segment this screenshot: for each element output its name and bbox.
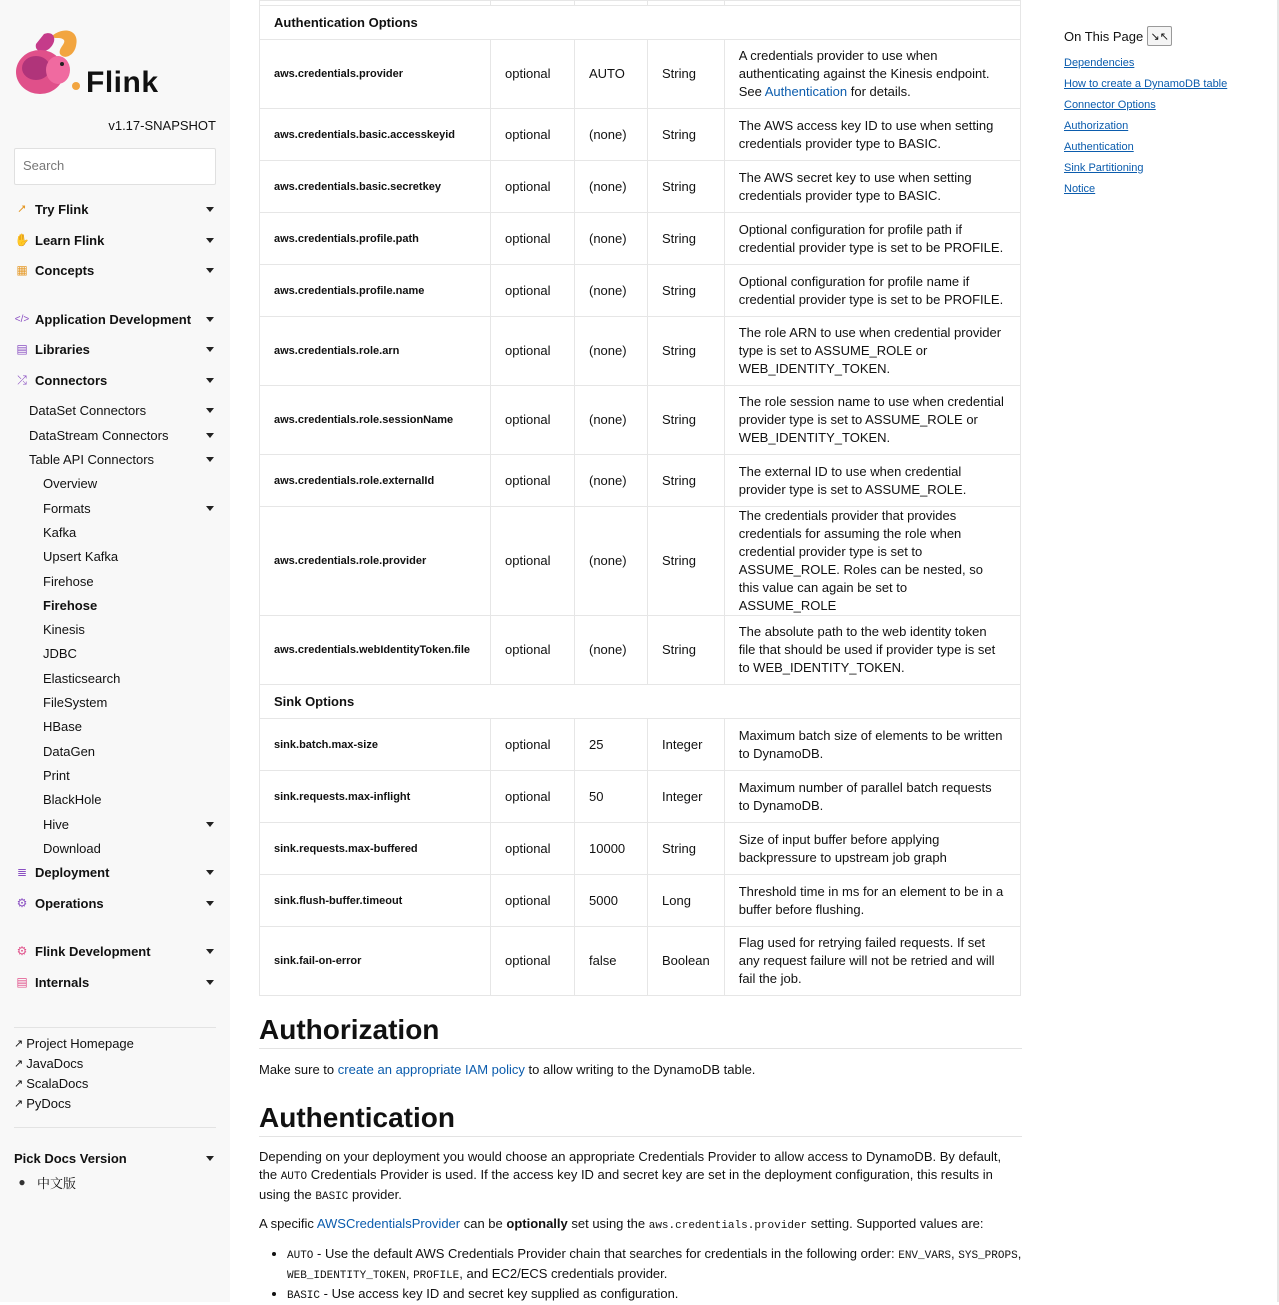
external-link-icon: ↗ <box>14 1098 24 1110</box>
chevron-down-icon <box>206 347 214 352</box>
option-default: 50 <box>575 771 648 823</box>
option-default: (none) <box>575 386 648 455</box>
table-row <box>260 927 1021 996</box>
option-description: The credentials provider that provides credentials for assuming the role when credential provider type is set to ASSUME_ROLE. Roles can be nested, so this value can again be set to ASSUME_ROLE <box>724 507 1020 616</box>
nav-firehose-active[interactable]: Firehose <box>43 597 98 613</box>
option-required: optional <box>491 317 575 386</box>
chevron-down-icon <box>206 949 214 954</box>
option-required: optional <box>491 40 575 109</box>
nav-formats[interactable]: Formats <box>43 499 216 517</box>
table-row <box>260 109 1021 161</box>
option-type: String <box>648 616 725 685</box>
nav-operations[interactable]: ⚙ Operations <box>14 893 216 913</box>
chevron-down-icon <box>206 457 214 462</box>
option-description: A credentials provider to use when authenticating against the Kinesis endpoint. See Authentication for details. <box>724 40 1020 109</box>
option-key: sink.batch.max-size <box>260 719 491 771</box>
table-row <box>260 455 1021 507</box>
option-key: aws.credentials.role.sessionName <box>260 386 491 455</box>
nav-hive[interactable]: Hive <box>43 815 216 833</box>
external-link-icon: ↗ <box>14 1038 24 1050</box>
section-heading: Sink Options <box>260 685 1021 719</box>
hand-icon: ✋ <box>14 233 30 247</box>
option-type: Integer <box>648 719 725 771</box>
option-description: The AWS access key ID to use when setting credentials provider type to BASIC. <box>724 109 1020 161</box>
toc-link-authentication[interactable]: Authentication <box>1064 141 1134 153</box>
option-type: String <box>648 823 725 875</box>
nav-try-flink[interactable]: ⭧ Try Flink <box>14 199 216 219</box>
nav-download[interactable]: Download <box>43 840 101 856</box>
section-row-auth <box>260 6 1021 40</box>
table-row <box>260 213 1021 265</box>
collapse-toc-button[interactable] <box>1147 26 1172 46</box>
option-type: Boolean <box>648 927 725 996</box>
supported-values-list <box>259 1245 1022 1305</box>
table-row <box>260 161 1021 213</box>
toc-link-notice[interactable]: Notice <box>1064 183 1096 195</box>
option-type: String <box>648 317 725 386</box>
option-default: (none) <box>575 265 648 317</box>
option-default: false <box>575 927 648 996</box>
link-scaladocs[interactable]: ↗ ScalaDocs <box>14 1076 89 1091</box>
language-switch[interactable]: ● 中文版 <box>14 1172 216 1192</box>
toc-link-create-table[interactable]: How to create a DynamoDB table <box>1064 78 1228 90</box>
option-description: The role session name to use when credential provider type is set to ASSUME_ROLE or WEB_IDENTITY_TOKEN. <box>724 386 1020 455</box>
option-type: String <box>648 507 725 616</box>
option-required: optional <box>491 616 575 685</box>
toc-link-connector-options[interactable]: Connector Options <box>1064 99 1156 111</box>
option-type: String <box>648 455 725 507</box>
option-description: The absolute path to the web identity token file that should be used if provider type is set to WEB_IDENTITY_TOKEN. <box>724 616 1020 685</box>
authentication-link[interactable]: Authentication <box>764 84 848 99</box>
nav-datagen[interactable]: DataGen <box>43 743 96 759</box>
sidebar-divider <box>14 1127 216 1128</box>
option-key: aws.credentials.profile.name <box>260 265 491 317</box>
option-description: Optional configuration for profile path if credential provider type is set to be PROFILE. <box>724 213 1020 265</box>
option-key: aws.credentials.role.provider <box>260 507 491 616</box>
nav-application-development[interactable]: </> Application Development <box>14 309 216 329</box>
squirrel-icon <box>14 26 94 98</box>
option-type: String <box>648 386 725 455</box>
option-default: (none) <box>575 507 648 616</box>
cogs-icon: ⚙ <box>16 896 28 910</box>
option-default: 5000 <box>575 875 648 927</box>
list-item: • BASIC - Use access key ID and secret key supplied as configuration. <box>287 1285 1022 1305</box>
chevron-down-icon <box>206 378 214 383</box>
option-required: optional <box>491 455 575 507</box>
rocket-icon: ⭧ <box>18 201 26 216</box>
option-description: The AWS secret key to use when setting credentials provider type to BASIC. <box>724 161 1020 213</box>
chevron-down-icon <box>206 238 214 243</box>
option-default: 10000 <box>575 823 648 875</box>
option-type: String <box>648 213 725 265</box>
option-type: String <box>648 109 725 161</box>
authentication-paragraph: Depending on your deployment you would choose an appropriate Credentials Provider to allow access to DynamoDB. By default, the AUTO Credentials Provider is used. If the access key ID and secret key are set in the deployment configuration, this results in using the BASIC provider. <box>259 1149 1002 1203</box>
option-description: Optional configuration for profile name if credential provider type is set to be PROFILE. <box>724 265 1020 317</box>
code-icon: </> <box>14 313 30 325</box>
table-row <box>260 616 1021 685</box>
option-default: (none) <box>575 455 648 507</box>
option-default: (none) <box>575 616 648 685</box>
nav-upsert-kafka[interactable]: Upsert Kafka <box>43 548 119 564</box>
chevron-down-icon <box>206 207 214 212</box>
table-row <box>260 875 1021 927</box>
option-required: optional <box>491 507 575 616</box>
nav-connectors[interactable]: ⤮ Connectors <box>14 370 216 390</box>
nav-filesystem[interactable]: FileSystem <box>43 694 108 710</box>
option-type: String <box>648 40 725 109</box>
book-icon: ▤ <box>16 342 28 356</box>
authorization-heading: Authorization <box>259 1014 1022 1049</box>
option-key: sink.fail-on-error <box>260 927 491 996</box>
nav-concepts[interactable]: ▦ Concepts <box>14 260 216 280</box>
pick-docs-version[interactable]: Pick Docs Version <box>14 1148 216 1168</box>
option-description: Maximum number of parallel batch requests to DynamoDB. <box>724 771 1020 823</box>
toc-link-sink-partitioning[interactable]: Sink Partitioning <box>1064 162 1144 174</box>
option-key: aws.credentials.profile.path <box>260 213 491 265</box>
chevron-down-icon <box>206 980 214 985</box>
link-pydocs[interactable]: ↗ PyDocs <box>14 1096 72 1111</box>
section-heading: Authentication Options <box>260 6 1021 40</box>
book-icon: ▤ <box>16 975 28 989</box>
sidebar-divider <box>14 1027 216 1028</box>
iam-policy-link[interactable]: create an appropriate IAM policy <box>337 1062 525 1077</box>
nav-flink-development[interactable]: ⚙ Flink Development <box>14 941 216 961</box>
connector-options-table <box>259 0 1021 996</box>
option-description: The role ARN to use when credential provider type is set to ASSUME_ROLE or WEB_IDENTITY_TOKEN. <box>724 317 1020 386</box>
provider-paragraph: A specific AWSCredentialsProvider can be optionally set using the aws.credentials.provider setting. Supported values are: <box>259 1216 984 1232</box>
shuffle-icon: ⤮ <box>17 372 27 387</box>
aws-credentials-provider-link[interactable]: AWSCredentialsProvider <box>316 1216 461 1231</box>
chevron-down-icon <box>206 433 214 438</box>
option-key: aws.credentials.basic.secretkey <box>260 161 491 213</box>
table-row <box>260 317 1021 386</box>
option-description: Maximum batch size of elements to be written to DynamoDB. <box>724 719 1020 771</box>
option-required: optional <box>491 213 575 265</box>
option-type: Long <box>648 875 725 927</box>
option-type: String <box>648 265 725 317</box>
nav-print[interactable]: Print <box>43 767 70 783</box>
option-description: Size of input buffer before applying backpressure to upstream job graph <box>724 823 1020 875</box>
option-key: aws.credentials.role.externalId <box>260 455 491 507</box>
option-key: aws.credentials.role.arn <box>260 317 491 386</box>
option-default: 25 <box>575 719 648 771</box>
nav-hbase[interactable]: HBase <box>43 718 83 734</box>
map-icon: ▦ <box>16 263 28 277</box>
option-required: optional <box>491 386 575 455</box>
option-required: optional <box>491 719 575 771</box>
nav-libraries[interactable]: ▤ Libraries <box>14 339 216 359</box>
table-row <box>260 265 1021 317</box>
list-item: • AUTO - Use the default AWS Credentials Provider chain that searches for credentials in the following order: ENV_VARS, SYS_PROPS, WEB_IDENTITY_TOKEN, PROFILE, and EC2/ECS credentials provider. <box>287 1245 1022 1285</box>
nav-learn-flink[interactable]: ✋ Learn Flink <box>14 230 216 250</box>
nav-elasticsearch[interactable]: Elasticsearch <box>43 670 121 686</box>
option-required: optional <box>491 927 575 996</box>
external-link-icon: ↗ <box>14 1078 24 1090</box>
external-link-icon: ↗ <box>14 1058 24 1070</box>
toc-link-dependencies[interactable]: Dependencies <box>1064 57 1135 69</box>
nav-kafka[interactable]: Kafka <box>43 524 77 540</box>
option-key: aws.credentials.webIdentityToken.file <box>260 616 491 685</box>
table-row <box>260 386 1021 455</box>
option-required: optional <box>491 265 575 317</box>
option-default: (none) <box>575 317 648 386</box>
option-type: Integer <box>648 771 725 823</box>
option-type: String <box>648 161 725 213</box>
chevron-down-icon <box>206 822 214 827</box>
chevron-down-icon <box>206 901 214 906</box>
link-javadocs[interactable]: ↗ JavaDocs <box>14 1056 84 1071</box>
search-input[interactable]: Search <box>14 148 216 185</box>
option-required: optional <box>491 161 575 213</box>
option-description: Threshold time in ms for an element to be in a buffer before flushing. <box>724 875 1020 927</box>
logo-wordmark: Flink <box>86 66 159 99</box>
option-default: AUTO <box>575 40 648 109</box>
toc-title: On This Page <box>1064 28 1144 44</box>
chevron-down-icon <box>206 268 214 273</box>
option-default: (none) <box>575 213 648 265</box>
nav-datastream-connectors[interactable]: DataStream Connectors <box>29 426 216 444</box>
nav-jdbc[interactable]: JDBC <box>43 645 77 661</box>
chevron-down-icon <box>206 317 214 322</box>
nav-blackhole[interactable]: BlackHole <box>43 791 102 807</box>
nav-firehose[interactable]: Firehose <box>43 573 94 589</box>
nav-kinesis[interactable]: Kinesis <box>43 621 85 637</box>
option-default: (none) <box>575 109 648 161</box>
nav-internals[interactable]: ▤ Internals <box>14 972 216 992</box>
cogs-icon: ⚙ <box>16 944 28 958</box>
globe-icon: ● <box>18 1175 26 1189</box>
nav-dataset-connectors[interactable]: DataSet Connectors <box>29 401 216 419</box>
table-row <box>260 40 1021 109</box>
chevron-down-icon <box>206 506 214 511</box>
compress-icon: ↘↖ <box>1150 30 1169 43</box>
option-description: Flag used for retrying failed requests. If set any request failure will not be retried and will fail the job. <box>724 927 1020 996</box>
option-required: optional <box>491 109 575 161</box>
authorization-text: Make sure to create an appropriate IAM policy to allow writing to the DynamoDB table. <box>259 1062 756 1077</box>
option-default: (none) <box>575 161 648 213</box>
section-row-sink <box>260 685 1021 719</box>
sliders-icon: ≣ <box>16 865 28 879</box>
option-key: sink.flush-buffer.timeout <box>260 875 491 927</box>
option-required: optional <box>491 823 575 875</box>
sidebar <box>0 0 230 1302</box>
option-key: aws.credentials.provider <box>260 40 491 109</box>
option-required: optional <box>491 875 575 927</box>
chevron-down-icon <box>206 870 214 875</box>
chevron-down-icon <box>206 408 214 413</box>
link-project-homepage[interactable]: ↗ Project Homepage <box>14 1036 134 1051</box>
nav-overview[interactable]: Overview <box>43 475 98 491</box>
option-key: sink.requests.max-inflight <box>260 771 491 823</box>
option-key: aws.credentials.basic.accesskeyid <box>260 109 491 161</box>
nav-deployment[interactable]: ≣ Deployment <box>14 862 216 882</box>
on-this-page-toc <box>1064 26 1264 197</box>
nav-table-api-connectors[interactable]: Table API Connectors <box>29 450 216 468</box>
authentication-heading: Authentication <box>259 1102 1022 1137</box>
table-row <box>260 771 1021 823</box>
table-row <box>260 823 1021 875</box>
option-required: optional <box>491 771 575 823</box>
table-row <box>260 507 1021 616</box>
option-key: sink.requests.max-buffered <box>260 823 491 875</box>
toc-header <box>1064 26 1264 46</box>
chevron-down-icon <box>206 1156 214 1161</box>
toc-link-authorization[interactable]: Authorization <box>1064 120 1129 132</box>
table-row <box>260 719 1021 771</box>
version-label: v1.17-SNAPSHOT <box>108 118 216 133</box>
option-description: The external ID to use when credential provider type is set to ASSUME_ROLE. <box>724 455 1020 507</box>
